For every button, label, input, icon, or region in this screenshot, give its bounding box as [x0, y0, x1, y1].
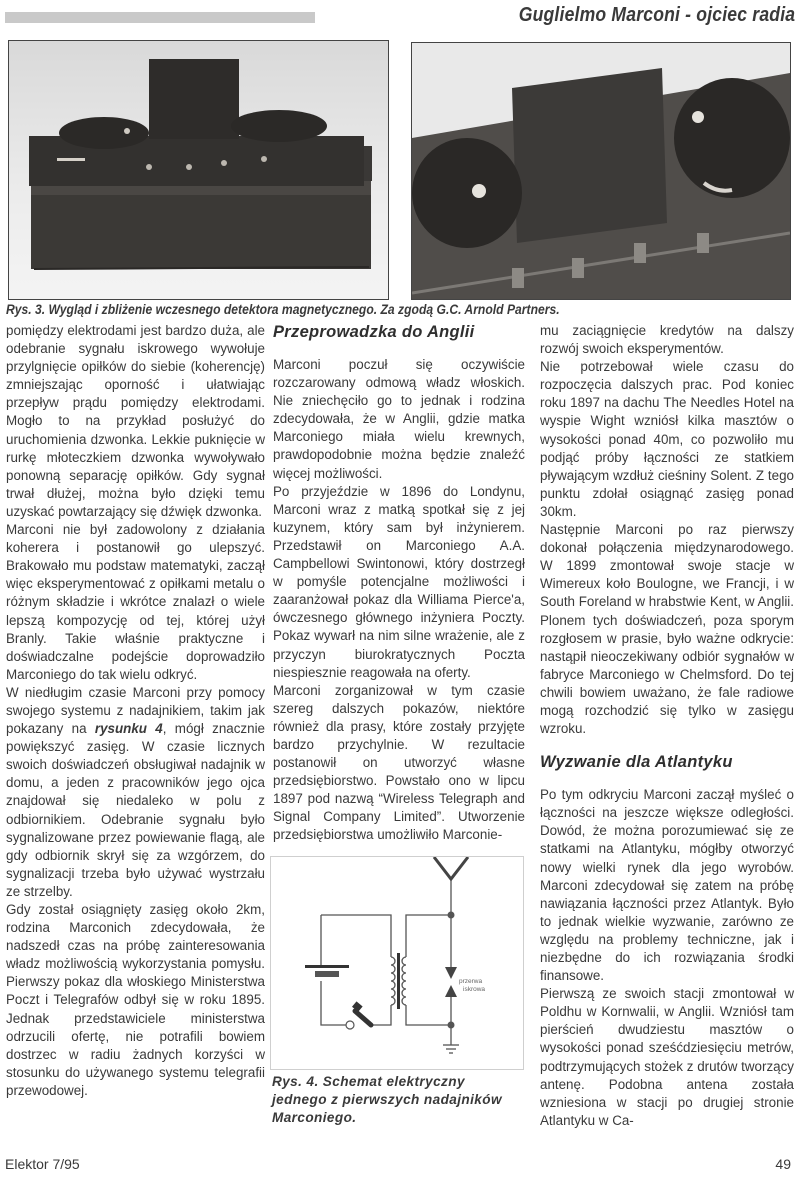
header-bar — [5, 12, 315, 23]
paragraph: Pierwszą ze swoich stacji zmontował w Poldhu w Kornwalii, w Anglii. Wzniósł tam pierścień dwudziestu masztów o wysokości ponad sześćdziesięciu metrów, podtrzymujących stożek z drutów tworzący antenę. Podobna antena została wzniesiona w stacji po drugiej stronie Atlantyku w Ca- — [540, 986, 794, 1128]
figure-3-caption: Rys. 3. Wygląd i zbliżenie wczesnego detektora magnetycznego. Za zgodą G.C. Arnold Partners. — [6, 302, 560, 317]
paragraph: Marconi zorganizował w tym czasie szereg dalszych pokazów, niektóre również dla prasy, które zostały przyjęte bardzo przychylnie. W rezultacie postanowił on utworzyć własne przedsiębiorstwo. Powstało ono w lipcu 1897 pod nazwą “Wireless Telegraph and Signal Company Limited”. Utworzenie przedsiębiorstwa umożliwiło Marconie- — [273, 682, 525, 843]
paragraph: pomiędzy elektrodami jest bardzo duża, ale odebranie sygnału iskrowego wywołuje przylgnięcie opiłków do siebie (koherencję) zmniejszając oporność i ułatwiając przepływ prądu pomiędzy elektrodami. Mogło to na przykład posłużyć do uruchomienia dzwonka. Lekkie puknięcie w rurkę młoteczkiem dzwonka wywoływało ponowną separację opiłków. Gdy sygnał trwał dłużej, można było dzięki temu uzyskać powtarzający się dźwięk dzwonka. — [6, 323, 265, 519]
section-heading-atlantic: Wyzwanie dla Atlantyku — [540, 753, 733, 772]
junction-dot — [448, 1022, 455, 1029]
transmitter-schematic — [271, 857, 523, 1069]
article-column-3 — [540, 322, 794, 1130]
spark-gap-arrow-down — [445, 967, 457, 979]
footer-publication: Elektor 7/95 — [5, 1156, 80, 1172]
paragraph: Nie potrzebował wiele czasu do rozpoczęcia dalszych prac. Pod koniec roku 1897 na dachu The Needles Hotel na wyspie Wight wzniósł kilka masztów o wysokości ponad 40m, co pozwoliło mu podjąć próby łączności ze statkiem pływającym wzdłuż cieśniny Solent. Z tego punktu zdołał osiągnąć zasięg ponad 30km. — [540, 359, 794, 519]
figure-4-caption: Rys. 4. Schemat elektryczny jednego z pierwszych nadajników Marconiego. — [272, 1074, 502, 1125]
antenna-icon — [434, 857, 468, 879]
junction-dot — [448, 912, 455, 919]
footer-page-number: 49 — [775, 1156, 791, 1172]
transformer-core — [397, 953, 400, 1009]
article-column-1 — [6, 322, 265, 1100]
article-column-2 — [273, 316, 525, 845]
paragraph: Marconi poczuł się oczywiście rozczarowany odmową władz włoskich. Nie zniechęciło go to jednak i rodzina zdecydowała, że w Anglii, gdzie matka Marconiego miała wielu krewnych, prawdopodobnie można będzie znaleźć więcej możliwości. — [273, 357, 525, 481]
circuit-diagram — [270, 856, 524, 1070]
section-heading-england: Przeprowadzka do Anglii — [273, 323, 475, 341]
paragraph: Następnie Marconi po raz pierwszy dokonał połączenia międzynarodowego. W 1899 zmontował swoje stacje w Wimereux koło Boulogne, we Francji, i w South Foreland w hrabstwie Kent, w Anglii. Plonem tych doświadczeń, poza sporym rozgłosem w prasie, było ważne odkrycie: nastąpił nieoczekiwany odbiór sygnałów w fabryce Marconiego w Chelmsford. Do tej chwili bowiem uważano, że fale radiowe mogą rozchodzić się tylko w zasięgu wzroku. — [540, 522, 794, 737]
detector-closeup-illustration — [412, 43, 790, 299]
paragraph: Marconi nie był zadowolony z działania koherera i postanowił go ulepszyć. Brakowało mu podstaw matematyki, zaczął więc eksperymentować z opiłkami metalu o różnym składzie i wkrótce znalazł o wiele lepszą kompozycję od tej, której użył Branly. Takie właśnie praktyczne i doświadczalne podejście doprowadziło Marconiego do tak wielu odkryć. — [6, 522, 265, 682]
ground-icon — [443, 1045, 459, 1053]
paragraph: Po tym odkryciu Marconi zaczął myśleć o łączności na jeszcze większe odległości. Dowód, że można porozumiewać się ze statkami na Atlantyku, mógłby otworzyć nowy wielki rynek dla jego wyrobów. Marconi zdecydował się zatem na próbę nawiązania łączności przez Atlantyk. Było to jednak wielkie wyzwanie, zarówno ze względu na problemy techniczne, jak i niezbędne do ich rozwiązania środki finansowe. — [540, 787, 794, 984]
paragraph: Po przyjeździe w 1896 do Londynu, Marconi wraz z matką spotkał się z jej kuzynem, który sam był inżynierem. Przedstawił on Marconiego A.A. Campbellowi Swintonowi, który dostrzegł w pomyśle potencjalne możliwości i zaaranżował pokaz dla Williama Pierce'a, ówczesnego głównego inżyniera Poczty. Pokaz wywarł na nim silne wrażenie, ale z przyczyn biurokratycznych Poczta niespiesznie reagowała na oferty. — [273, 483, 525, 680]
telegraph-key-icon — [346, 1001, 371, 1029]
figure-reference: rysunku 4 — [94, 721, 163, 737]
paragraph: mu zaciągnięcie kredytów na dalszy rozwój swoich eksperymentów. — [540, 323, 794, 357]
photo-detector-closeup — [411, 42, 791, 300]
paragraph — [6, 684, 265, 901]
detector-photo-illustration — [9, 41, 388, 299]
paragraph-text: W niedługim czasie Marconi przy pomocy swojego systemu z nadajnikiem, takim jak pokazany na — [6, 684, 265, 737]
battery-icon — [305, 965, 349, 977]
photo-detector-full — [8, 40, 389, 300]
spark-gap-label: iskrowa — [463, 986, 486, 993]
paragraph: Gdy został osiągnięty zasięg około 2km, rodzina Marconich zdecydowała, że nadszedł czas na próbę zainteresowania władz możliwością wykorzystania pomysłu. Pierwszy pokaz dla włoskiego Ministerstwa Poczt i Telegrafów odbył się w roku 1895. Jednak przedstawiciele ministerstwa odrzucili ofertę, nie potrafili bowiem dostrzec w radiu żadnych korzyści w stosunku do używanego systemu telegrafii przewodowej. — [6, 902, 265, 1098]
paragraph-text: , mógł znacznie powiększyć zasięg. W czasie licznych swoich doświadczeń obsługiwał nadajnik w domu, a jeden z pracowników jego ojca znajdował się niedaleko w polu z odbiornikiem. Odebranie sygnału było sygnalizowane przez powiewanie flagą, ale gdy odbiornik skrył się za wzgórzem, do sygnalizacji trzeba było używać wystrzału ze strzelby. — [6, 721, 265, 899]
spark-gap-label: przerwa — [459, 978, 483, 985]
spark-gap-arrow-up — [445, 985, 457, 997]
running-title: Guglielmo Marconi - ojciec radia — [518, 4, 795, 26]
